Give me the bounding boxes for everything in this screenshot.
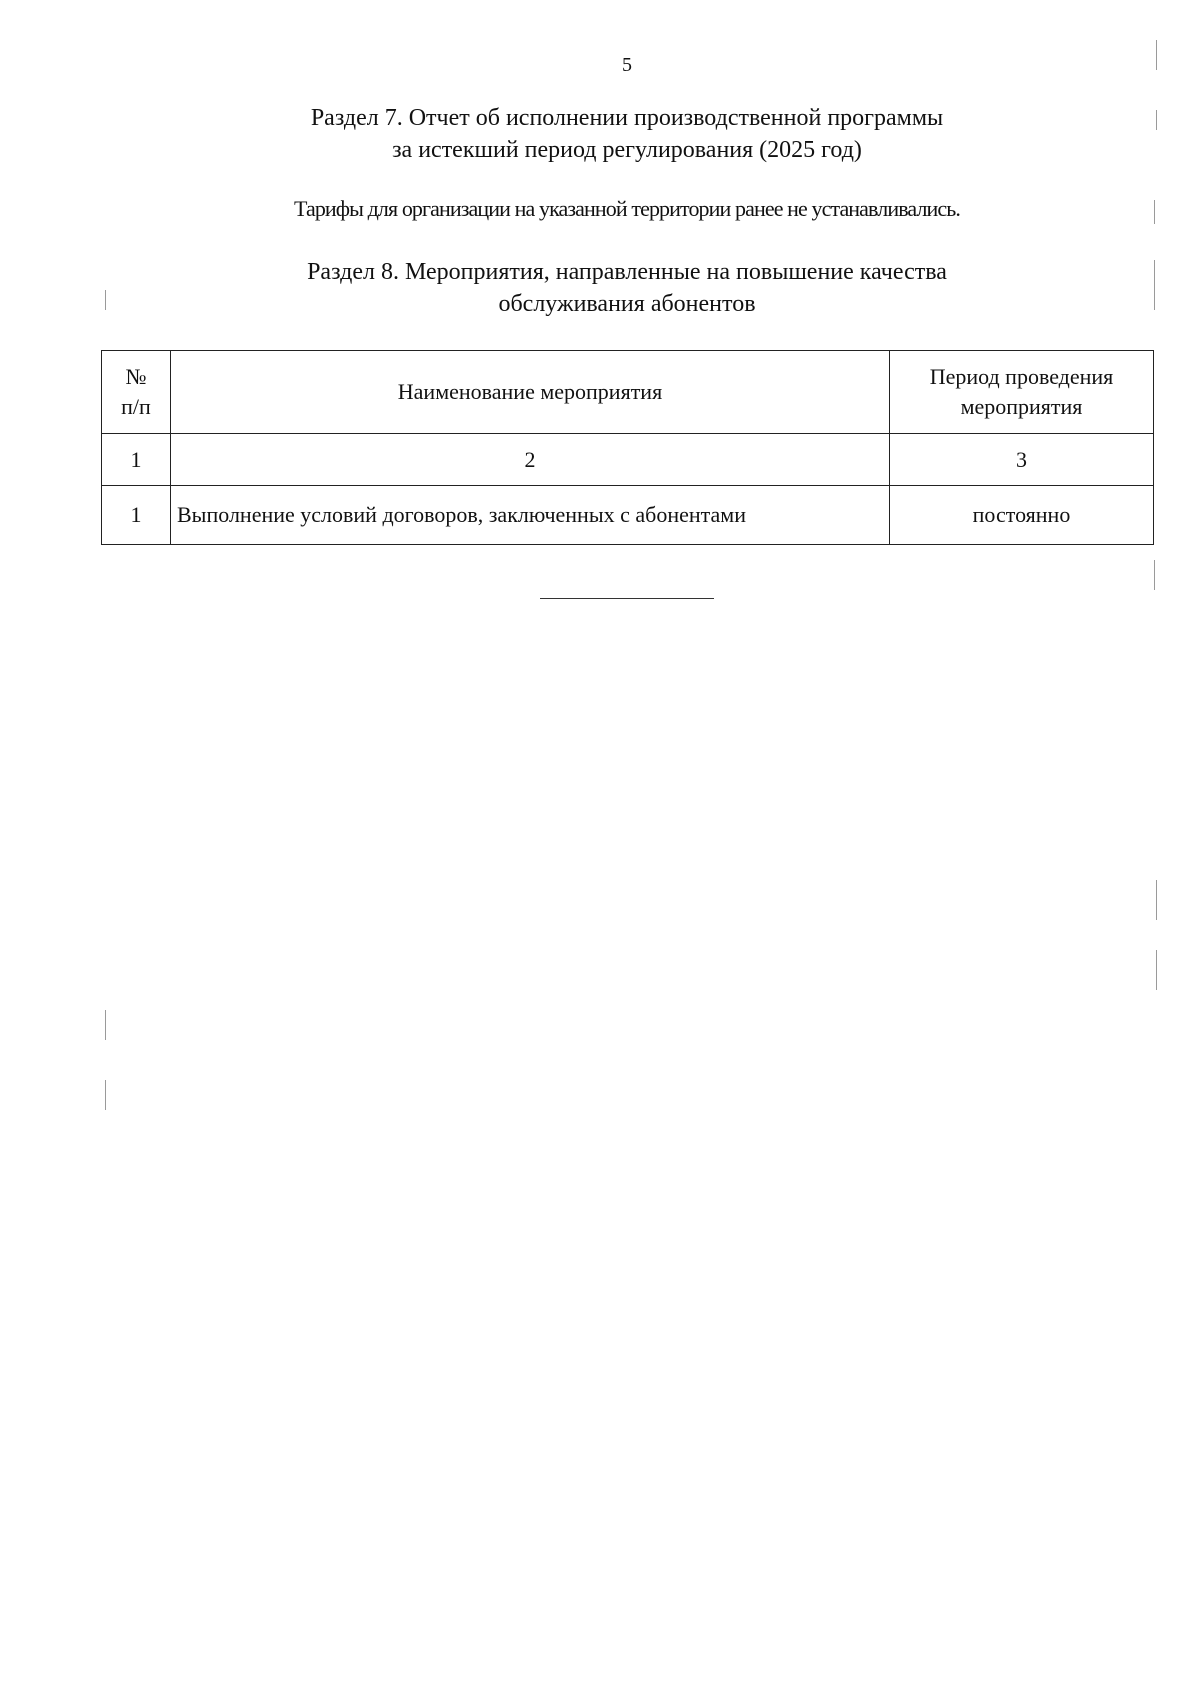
scan-speck (1156, 40, 1157, 70)
scan-speck (1154, 200, 1155, 224)
column-number-1: 1 (102, 434, 171, 486)
scan-speck (1156, 880, 1157, 920)
scan-speck (1154, 560, 1155, 590)
header-period-line-2: мероприятия (960, 394, 1083, 419)
header-period (890, 351, 1154, 434)
header-number-line-1: № (125, 364, 147, 389)
column-number-2: 2 (171, 434, 890, 486)
section-7-heading-line-1: Раздел 7. Отчет об исполнении производственной программы (310, 105, 944, 131)
tariff-note: Тарифы для организации на указанной территории ранее не устанавливались. (293, 196, 961, 221)
section-7-heading-line-2: за истекший период регулирования (2025 год) (392, 137, 862, 163)
header-number (102, 351, 171, 434)
row-number: 1 (102, 486, 171, 545)
section-8-heading-line-2: обслуживания абонентов (498, 291, 756, 317)
table-row (102, 486, 1154, 545)
scan-speck (1156, 110, 1157, 130)
section-7-heading (0, 102, 1200, 166)
closing-rule (540, 598, 714, 599)
column-number-3: 3 (890, 434, 1154, 486)
header-period-line-1: Период проведения (929, 364, 1114, 389)
page-number: 5 (622, 54, 632, 76)
header-event-name: Наименование мероприятия (171, 351, 890, 434)
header-number-line-2: п/п (121, 394, 151, 419)
scan-speck (105, 290, 106, 310)
column-number-row (102, 434, 1154, 486)
table-header-row (102, 351, 1154, 434)
scan-speck (1156, 950, 1157, 990)
row-event-name: Выполнение условий договоров, заключенных с абонентами (171, 486, 890, 545)
scan-speck (105, 1010, 106, 1040)
scan-speck (105, 1080, 106, 1110)
scan-speck (1154, 260, 1155, 310)
section-8-heading-line-1: Раздел 8. Мероприятия, направленные на повышение качества (307, 259, 947, 285)
events-table (101, 350, 1154, 545)
row-period: постоянно (890, 486, 1154, 545)
section-8-heading (0, 256, 1200, 320)
